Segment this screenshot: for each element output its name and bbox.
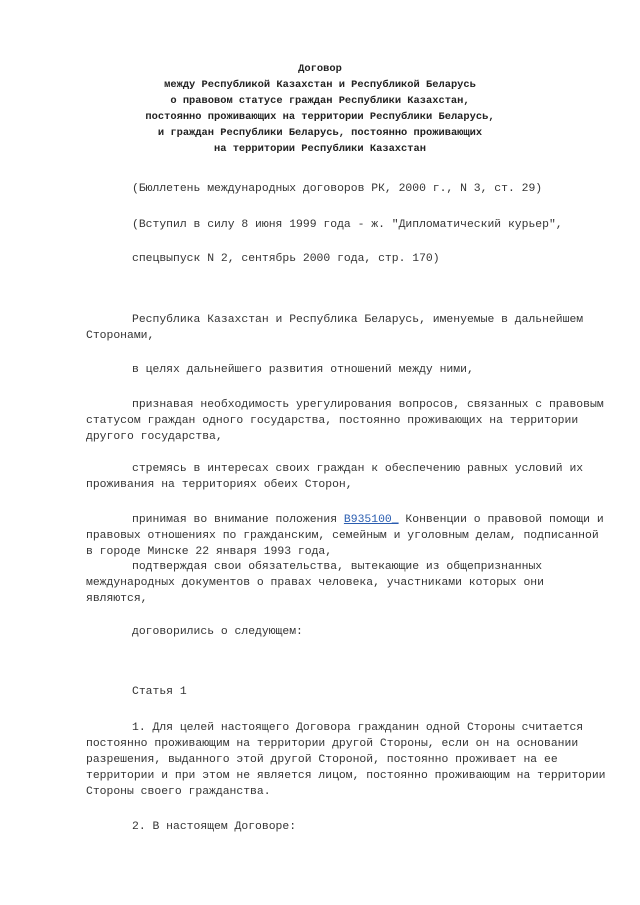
entry-note: (Вступил в силу 8 июня 1999 года - ж. "Дипломатический курьер",: [132, 219, 563, 231]
paragraph-line: Республика Казахстан и Республика Беларусь, именуемые в дальнейшем: [132, 314, 584, 326]
paragraph-line: в целях дальнейшего развития отношений между ними,: [132, 364, 474, 376]
convention-link[interactable]: B935100_: [343, 514, 399, 526]
paragraph-line: Сторонами,: [86, 330, 155, 342]
paragraph-line: 1. Для целей настоящего Договора гражданин одной Стороны считается: [132, 722, 584, 734]
text: Конвенции о правовой помощи и: [398, 514, 604, 526]
paragraph-line: 2. В настоящем Договоре:: [132, 821, 297, 833]
paragraph-line: стремясь в интересах своих граждан к обеспечению равных условий их: [132, 463, 584, 475]
title-line: постоянно проживающих на территории Республики Беларусь,: [145, 111, 495, 123]
title-line: на территории Республики Казахстан: [213, 143, 426, 155]
paragraph-line: постоянно проживающим на территории другой Стороны, если он на основании: [86, 738, 579, 750]
paragraph-line: статусом граждан одного государства, постоянно проживающих на территории: [86, 415, 579, 427]
paragraph-line: разрешения, выданного этой другой Стороной, постоянно проживает на ее: [86, 754, 558, 766]
paragraph-line: являются,: [86, 593, 148, 605]
text: принимая во внимание положения: [132, 514, 344, 526]
paragraph-line: Стороны своего гражданства.: [86, 786, 271, 798]
paragraph-line: договорились о следующем:: [132, 626, 303, 638]
title-line: и граждан Республики Беларусь, постоянно проживающих: [157, 127, 483, 139]
paragraph-line: в городе Минске 22 января 1993 года,: [86, 546, 333, 558]
paragraph-line: правовых отношениях по гражданским, семейным и уголовным делам, подписанной: [86, 530, 599, 542]
title-line: о правовом статусе граждан Республики Казахстан,: [170, 95, 470, 107]
source-note: (Бюллетень международных договоров РК, 2000 г., N 3, ст. 29): [132, 183, 543, 195]
title-line: Договор: [298, 63, 342, 75]
title-line: между Республикой Казахстан и Республикой Беларусь: [164, 79, 476, 91]
special-note: спецвыпуск N 2, сентябрь 2000 года, стр. 170): [132, 253, 440, 265]
paragraph-line: подтверждая свои обязательства, вытекающие из общепризнанных: [132, 561, 543, 573]
article-heading: Статья 1: [132, 686, 187, 698]
paragraph-line: признавая необходимость урегулирования вопросов, связанных с правовым: [132, 399, 604, 411]
paragraph-line: другого государства,: [86, 431, 223, 443]
paragraph-line: проживания на территориях обеих Сторон,: [86, 479, 353, 491]
paragraph-line: международных документов о правах человека, участниками которых они: [86, 577, 544, 589]
paragraph-line: [132, 513, 604, 527]
paragraph-line: территории и при этом не является лицом, постоянно проживающим на территории: [86, 770, 606, 782]
